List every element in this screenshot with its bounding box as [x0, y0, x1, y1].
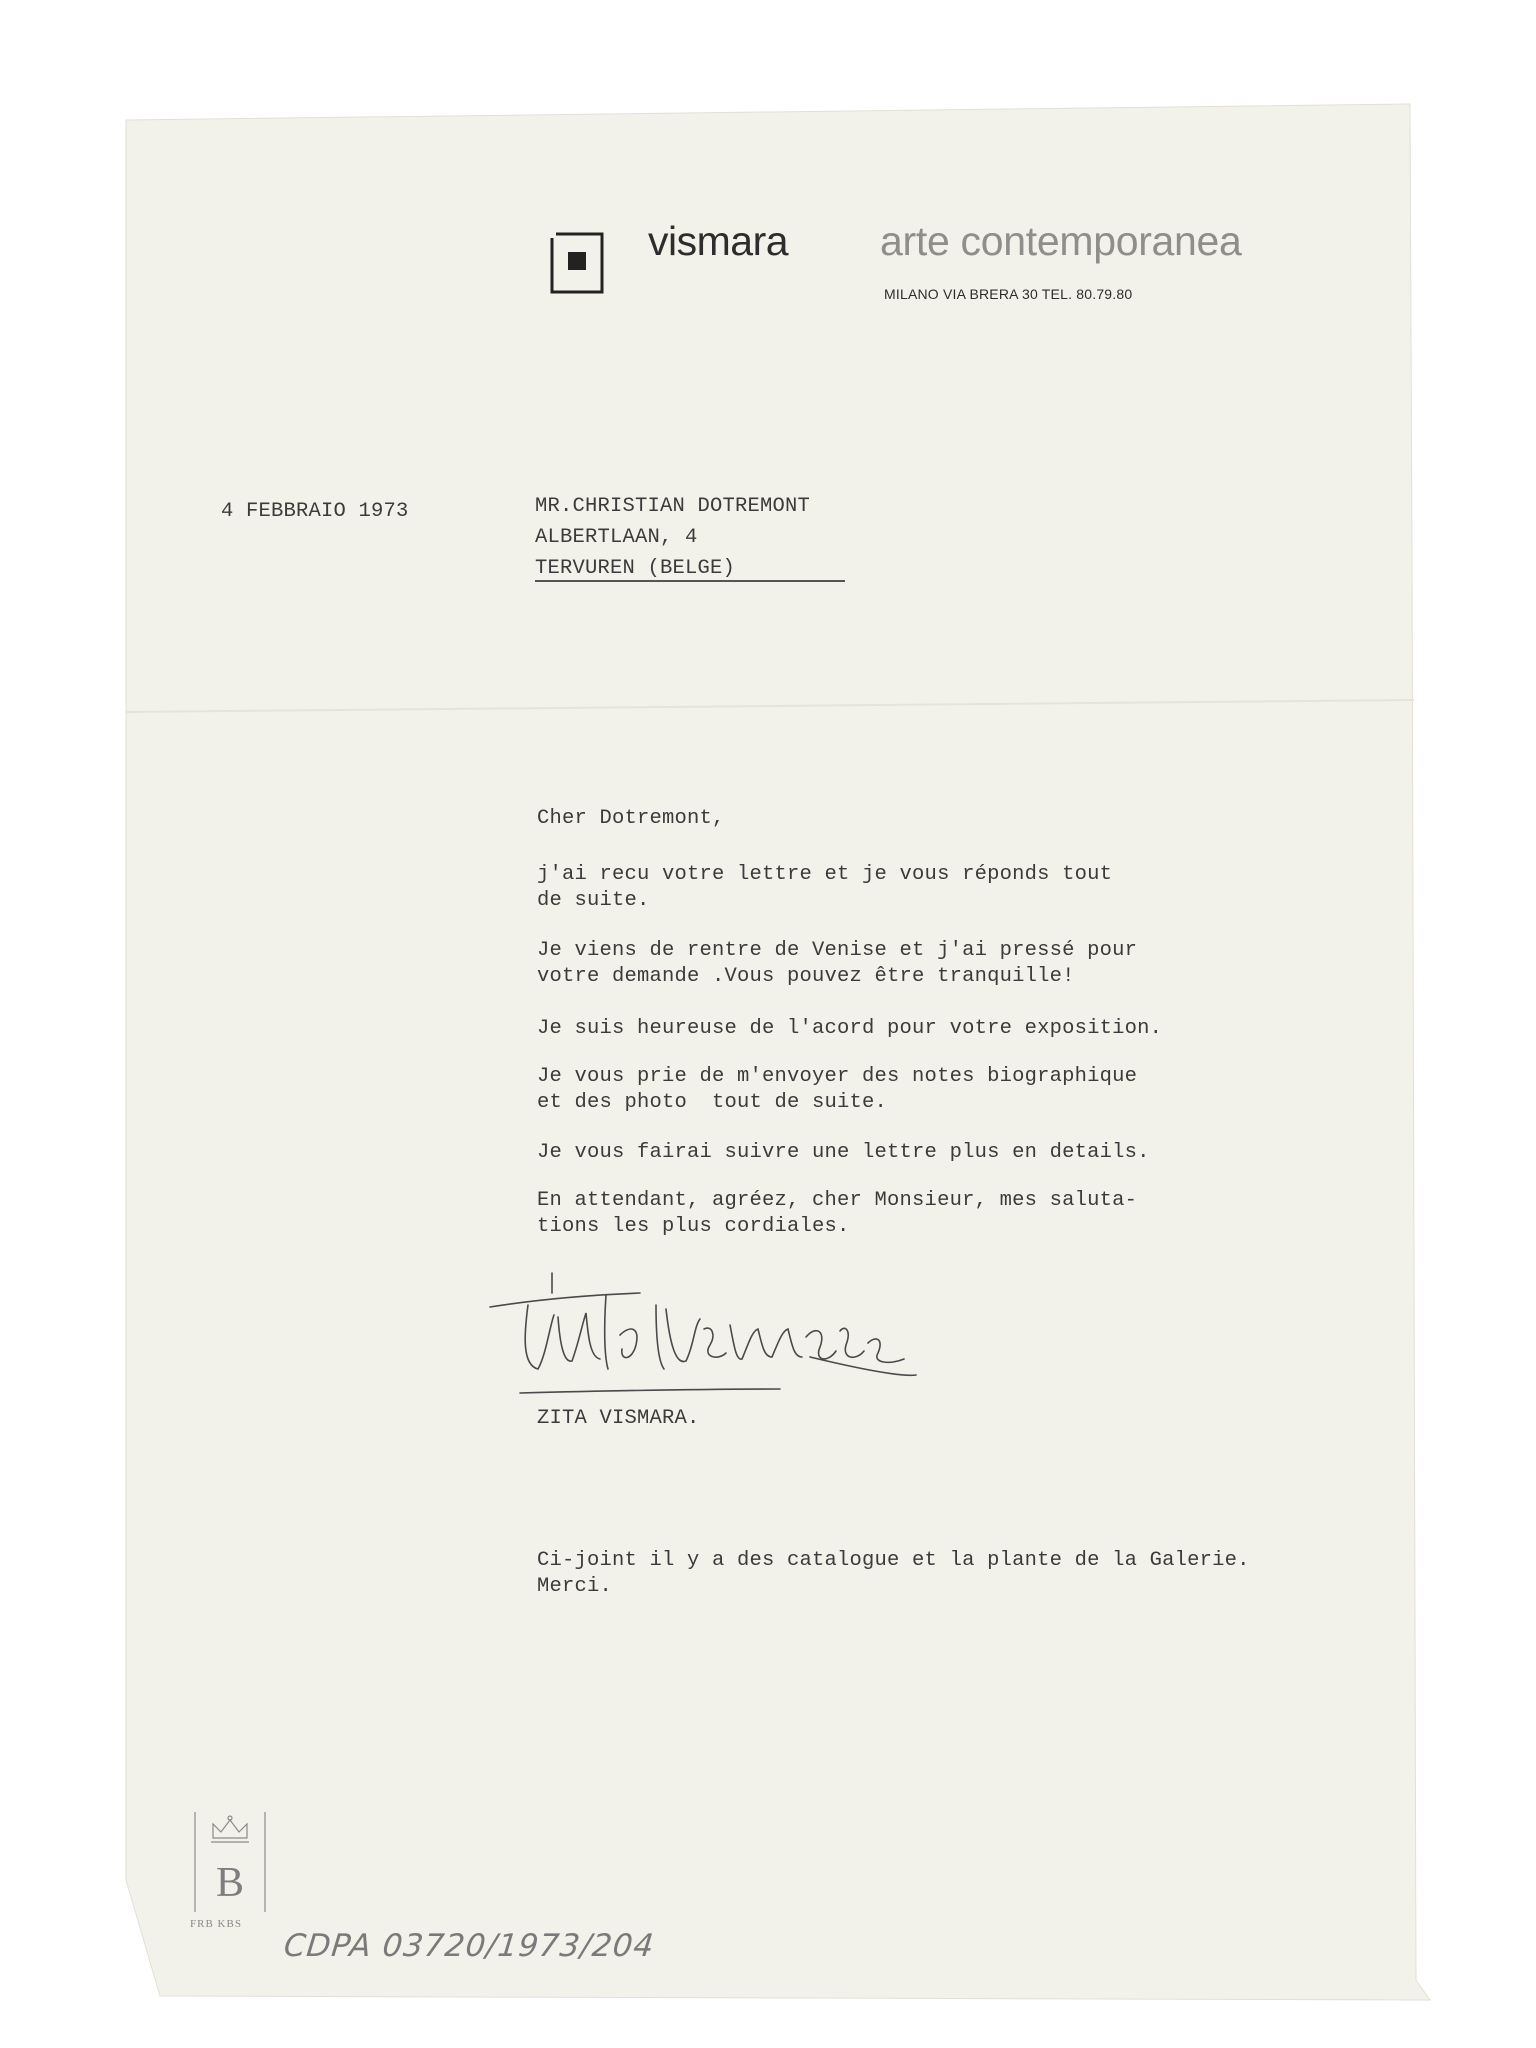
- recipient-street: ALBERTLAAN, 4: [535, 526, 698, 549]
- gallery-tagline: arte contemporanea: [880, 218, 1242, 264]
- paragraph-3: Je suis heureuse de l'acord pour votre exposition.: [537, 1017, 1163, 1040]
- paragraph-1: j'ai recu votre lettre et je vous réponds tout de suite.: [537, 863, 1113, 912]
- letter-date: 4 FEBBRAIO 1973: [221, 500, 409, 523]
- recipient-city: TERVUREN (BELGE): [535, 557, 736, 580]
- postscript: Ci-joint il y a des catalogue et la plante de la Galerie. Merci.: [537, 1549, 1250, 1598]
- gallery-address: MILANO VIA BRERA 30 TEL. 80.79.80: [884, 286, 1133, 302]
- typed-signature-name: ZITA VISMARA.: [537, 1407, 700, 1430]
- paragraph-2: Je viens de rentre de Venise et j'ai pressé pour votre demande .Vous pouvez être tranquille!: [537, 939, 1138, 988]
- stamp-letter: B: [215, 1860, 245, 1906]
- paragraph-6: En attendant, agréez, cher Monsieur, mes saluta- tions les plus cordiales.: [537, 1189, 1138, 1238]
- address-underline: [535, 580, 845, 582]
- archive-reference: CDPA 03720/1973/204: [282, 1928, 657, 1964]
- recipient-name: MR.CHRISTIAN DOTREMONT: [535, 495, 811, 518]
- salutation: Cher Dotremont,: [537, 807, 725, 830]
- foundation-stamp: [189, 1808, 271, 1926]
- gallery-brand: vismara: [648, 218, 789, 264]
- paragraph-5: Je vous fairai suivre une lettre plus en details.: [537, 1141, 1150, 1164]
- handwritten-signature: [480, 1265, 920, 1395]
- paragraph-4: Je vous prie de m'envoyer des notes biographique et des photo tout de suite.: [537, 1065, 1138, 1114]
- gallery-logo-icon: [548, 230, 606, 296]
- stamp-label: FRB KBS: [190, 1918, 242, 1930]
